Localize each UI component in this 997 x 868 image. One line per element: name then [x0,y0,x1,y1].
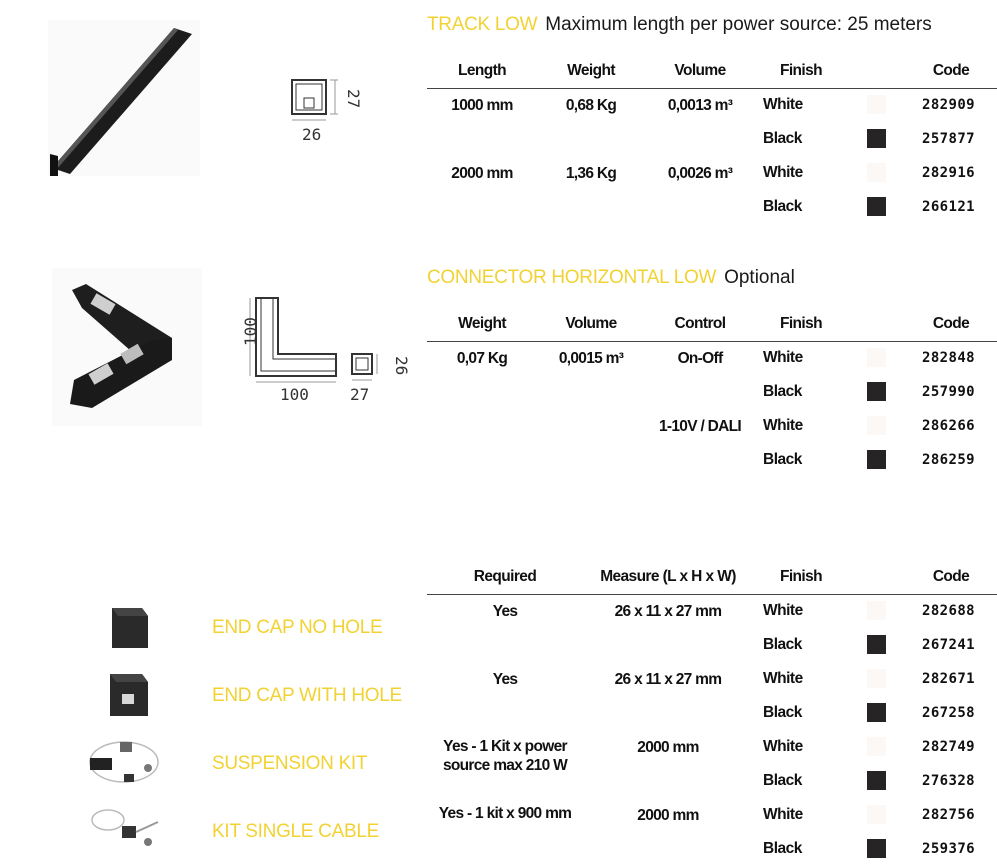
track-subtitle: Maximum length per power source: 25 meters [545,14,932,35]
accessory-name: KIT SINGLE CABLE [212,821,379,842]
black-swatch [867,197,886,216]
white-swatch [867,416,886,435]
black-swatch [867,382,886,401]
white-swatch [867,737,886,756]
track-length: 1000 mm [451,97,513,114]
track-header-code: Code [932,62,970,79]
track-width-dim: 26 [302,125,322,144]
track-weight: 1,36 Kg [565,165,617,182]
connector-drawing [226,290,411,406]
accessory-finish: White [763,738,803,755]
connector-title: CONNECTOR HORIZONTAL LOW [427,267,717,288]
accessory-code: 282749 [922,739,975,755]
accessory-header-required: Required [473,568,537,585]
track-header-rule [427,88,997,89]
connector-finish: White [763,349,803,366]
accessory-code: 267258 [922,705,975,721]
track-length: 2000 mm [451,165,513,182]
track-code: 282916 [922,165,975,181]
white-swatch [867,669,886,688]
track-weight: 0,68 Kg [565,97,617,114]
track-code: 266121 [922,199,975,215]
connector-code: 286266 [922,418,975,434]
connector-control: 1-10V / DALI [658,418,742,435]
track-title: TRACK LOW [427,14,538,35]
track-finish: Black [763,130,802,147]
accessory-header-measure: Measure (L x H x W) [600,568,736,585]
track-profile-drawing [282,74,362,146]
connector-code: 286259 [922,452,975,468]
track-title-line [427,14,932,36]
track-product-photo [48,20,200,176]
accessory-finish: Black [763,772,802,789]
accessory-name: END CAP WITH HOLE [212,685,402,706]
accessory-header-code: Code [932,568,970,585]
black-swatch [867,450,886,469]
track-finish: Black [763,198,802,215]
track-volume: 0,0013 m³ [667,97,733,114]
white-swatch [867,163,886,182]
connector-length-dim: 100 [280,385,309,404]
black-swatch [867,839,886,858]
track-code: 257877 [922,131,975,147]
accessory-finish: White [763,806,803,823]
accessory-finish: White [763,602,803,619]
connector-product-photo [52,268,202,426]
accessory-finish: White [763,670,803,687]
connector-finish: Black [763,451,802,468]
accessory-measure: 2000 mm [637,739,699,756]
accessory-required: Yes [492,671,518,688]
connector-header-volume: Volume [565,315,617,332]
connector-volume: 0,0015 m³ [558,350,624,367]
connector-finish: White [763,417,803,434]
track-header-finish: Finish [779,62,823,79]
connector-header-rule [427,341,997,342]
accessory-code: 259376 [922,841,975,857]
connector-height-dim: 26 [392,356,411,376]
white-swatch [867,95,886,114]
track-header-volume: Volume [674,62,726,79]
track-finish: White [763,164,803,181]
end-cap-no-hole-icon [104,604,152,652]
connector-control: On-Off [677,350,723,367]
accessory-required: Yes - 1 kit x 900 mm [438,805,572,822]
accessory-finish: Black [763,840,802,857]
connector-subtitle: Optional [724,267,795,288]
connector-header-code: Code [932,315,970,332]
accessory-required: source max 210 W [442,757,568,774]
track-finish: White [763,96,803,113]
connector-title-line [427,267,795,289]
accessory-name: END CAP NO HOLE [212,617,383,638]
connector-width-dim: 27 [350,385,370,404]
connector-code: 282848 [922,350,975,366]
accessory-measure: 26 x 11 x 27 mm [614,671,722,688]
black-swatch [867,129,886,148]
suspension-kit-icon [84,738,164,790]
end-cap-with-hole-icon [102,670,152,720]
accessory-name: SUSPENSION KIT [212,753,368,774]
track-header-length: Length [457,62,507,79]
white-swatch [867,348,886,367]
connector-code: 257990 [922,384,975,400]
white-swatch [867,601,886,620]
accessory-header-finish: Finish [779,568,823,585]
accessory-code: 267241 [922,637,975,653]
connector-weight: 0,07 Kg [456,350,508,367]
connector-finish: Black [763,383,802,400]
track-header-weight: Weight [567,62,615,79]
accessory-required: Yes [492,603,518,620]
connector-header-weight: Weight [458,315,506,332]
black-swatch [867,771,886,790]
connector-header-finish: Finish [779,315,823,332]
track-code: 282909 [922,97,975,113]
black-swatch [867,635,886,654]
connector-header-control: Control [674,315,726,332]
accessory-finish: Black [763,704,802,721]
accessory-header-rule [427,594,997,595]
accessory-finish: Black [763,636,802,653]
accessory-code: 282688 [922,603,975,619]
track-volume: 0,0026 m³ [667,165,733,182]
accessory-code: 282671 [922,671,975,687]
accessory-required: Yes - 1 Kit x power [443,738,567,755]
cable-kit-icon [86,804,164,852]
accessory-code: 276328 [922,773,975,789]
accessory-measure: 26 x 11 x 27 mm [614,603,722,620]
accessory-measure: 2000 mm [637,807,699,824]
track-height-dim: 27 [344,89,363,109]
accessory-code: 282756 [922,807,975,823]
black-swatch [867,703,886,722]
connector-side-dim: 100 [241,317,260,346]
white-swatch [867,805,886,824]
